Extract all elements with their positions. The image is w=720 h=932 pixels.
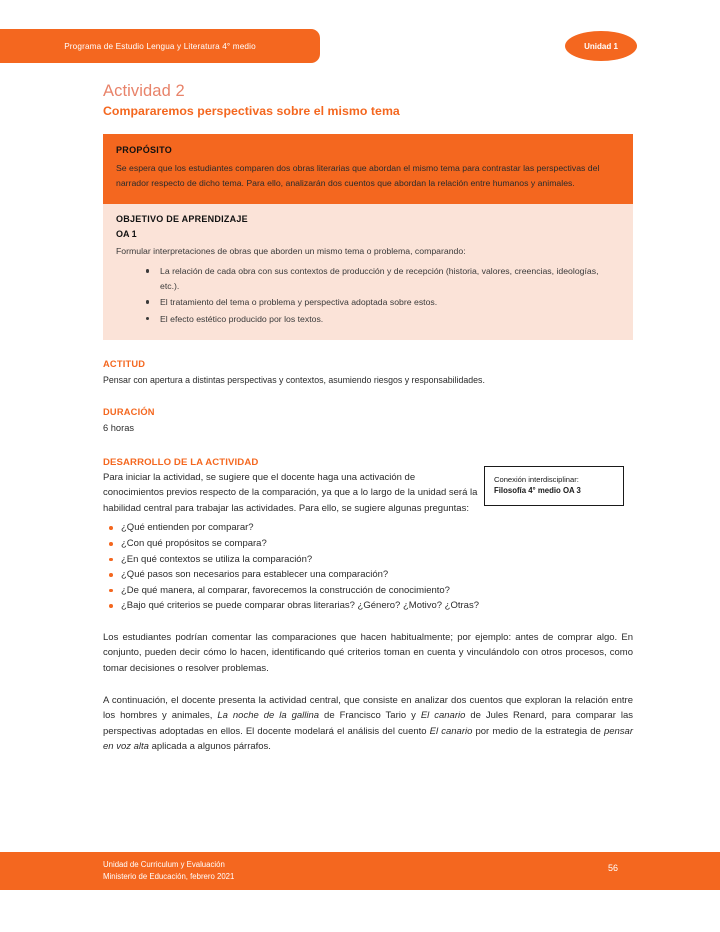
strategy-pensar-en-voz-alta: pensar en voz alta xyxy=(103,725,633,753)
list-item: El efecto estético producido por los textos. xyxy=(160,312,620,326)
desarrollo-heading: DESARROLLO DE LA ACTIVIDAD xyxy=(103,456,259,468)
list-item: ¿Qué entienden por comparar? xyxy=(121,520,633,536)
desarrollo-intro-text: Para iniciar la actividad, se sugiere que el docente haga una activación de conocimientos previos respecto de la comparación, ya que a lo largo de la unidad será la habilidad central para trabajar las actividades. Para ello, se sugiere algunas preguntas: xyxy=(103,471,478,514)
paragraph-3-part-4: por medio de la estrategia de xyxy=(472,725,604,737)
actitud-heading: ACTITUD xyxy=(103,359,146,370)
desarrollo-section xyxy=(103,457,633,756)
paragraph-3-part-5: aplicada a algunos párrafos. xyxy=(148,741,271,753)
unit-badge-label: Unidad 1 xyxy=(584,41,618,51)
duracion-section xyxy=(103,407,633,435)
conexion-value: Filosofía 4° medio OA 3 xyxy=(494,486,581,496)
page-content xyxy=(103,82,633,765)
footer-institution xyxy=(103,859,234,882)
activity-subtitle: Compararemos perspectivas sobre el mismo tema xyxy=(103,104,400,118)
page-number: 56 xyxy=(608,863,619,873)
program-header-band xyxy=(0,29,320,63)
list-item: ¿En qué contextos se utiliza la comparación? xyxy=(121,552,633,568)
page-footer xyxy=(0,852,720,890)
desarrollo-paragraph-2: Los estudiantes podrían comentar las comparaciones que hacen habitualmente; por ejemplo: antes de comprar algo. En conjunto, pueden decir cómo lo hacen, identificando qué criterios toman en cuenta y vinculándolo con otros procesos, como tomar decisiones o resolver problemas. xyxy=(103,631,633,675)
objetivo-lead-text: Formular interpretaciones de obras que aborden un mismo tema o problema, comparando: xyxy=(116,246,466,257)
actitud-text: Pensar con apertura a distintas perspectivas y contextos, asumiendo riesgos y responsabilidades. xyxy=(103,375,485,386)
activity-title: Actividad 2 xyxy=(103,82,185,100)
paragraph-3-part-1: A continuación, el docente presenta la actividad central, que consiste en analizar dos cuentos que exploran la relación entre los hombres y animales, xyxy=(103,694,633,722)
book-title-el-canario: El canario xyxy=(420,710,466,722)
program-title-text: Programa de Estudio Lengua y Literatura 4° medio xyxy=(64,41,256,51)
paragraph-3-part-2: de Francisco Tario y xyxy=(319,710,421,722)
book-title-el-canario-2: El canario xyxy=(429,725,473,737)
conexion-interdisciplinar-box xyxy=(484,466,624,506)
list-item: La relación de cada obra con sus contextos de producción y de recepción (historia, valores, creencias, ideologías, etc.). xyxy=(160,264,620,293)
desarrollo-question-list xyxy=(103,520,633,614)
list-item: ¿Bajo qué criterios se puede comparar obras literarias? ¿Género? ¿Motivo? ¿Otras? xyxy=(121,598,633,614)
list-item: El tratamiento del tema o problema y perspectiva adoptada sobre estos. xyxy=(160,295,620,309)
duracion-value: 6 horas xyxy=(103,422,135,433)
proposito-text: Se espera que los estudiantes comparen dos obras literarias que abordan el mismo tema para contrastar las perspectivas del narrador respecto de dicho tema. Para ello, analizarán dos cuentos que abordan la relación entre humanos y animales. xyxy=(116,163,600,189)
list-item: ¿De qué manera, al comparar, favorecemos la construcción de conocimiento? xyxy=(121,583,633,599)
objetivo-aprendizaje-box xyxy=(103,204,633,340)
desarrollo-paragraph-3 xyxy=(103,693,633,755)
paragraph-3-part-3: de Jules Renard, para comparar las perspectivas adoptadas en ellos. El docente modelará el análisis del cuento xyxy=(103,710,633,737)
proposito-box xyxy=(103,134,633,204)
objetivo-code: OA 1 xyxy=(116,229,137,240)
objetivo-list xyxy=(116,264,620,326)
objetivo-heading: OBJETIVO DE APRENDIZAJE xyxy=(116,214,248,225)
list-item: ¿Con qué propósitos se compara? xyxy=(121,536,633,552)
proposito-heading: PROPÓSITO xyxy=(116,145,173,155)
book-title-la-noche-de-la-gallina: La noche de la gallina xyxy=(217,710,320,722)
list-item: ¿Qué pasos son necesarios para establecer una comparación? xyxy=(121,567,633,583)
duracion-heading: DURACIÓN xyxy=(103,406,155,417)
footer-line-2: Ministerio de Educación, febrero 2021 xyxy=(103,871,235,881)
conexion-label: Conexión interdisciplinar: xyxy=(494,474,579,484)
unit-badge xyxy=(565,31,637,61)
footer-line-1: Unidad de Curriculum y Evaluación xyxy=(103,860,225,869)
actitud-section xyxy=(103,359,633,388)
